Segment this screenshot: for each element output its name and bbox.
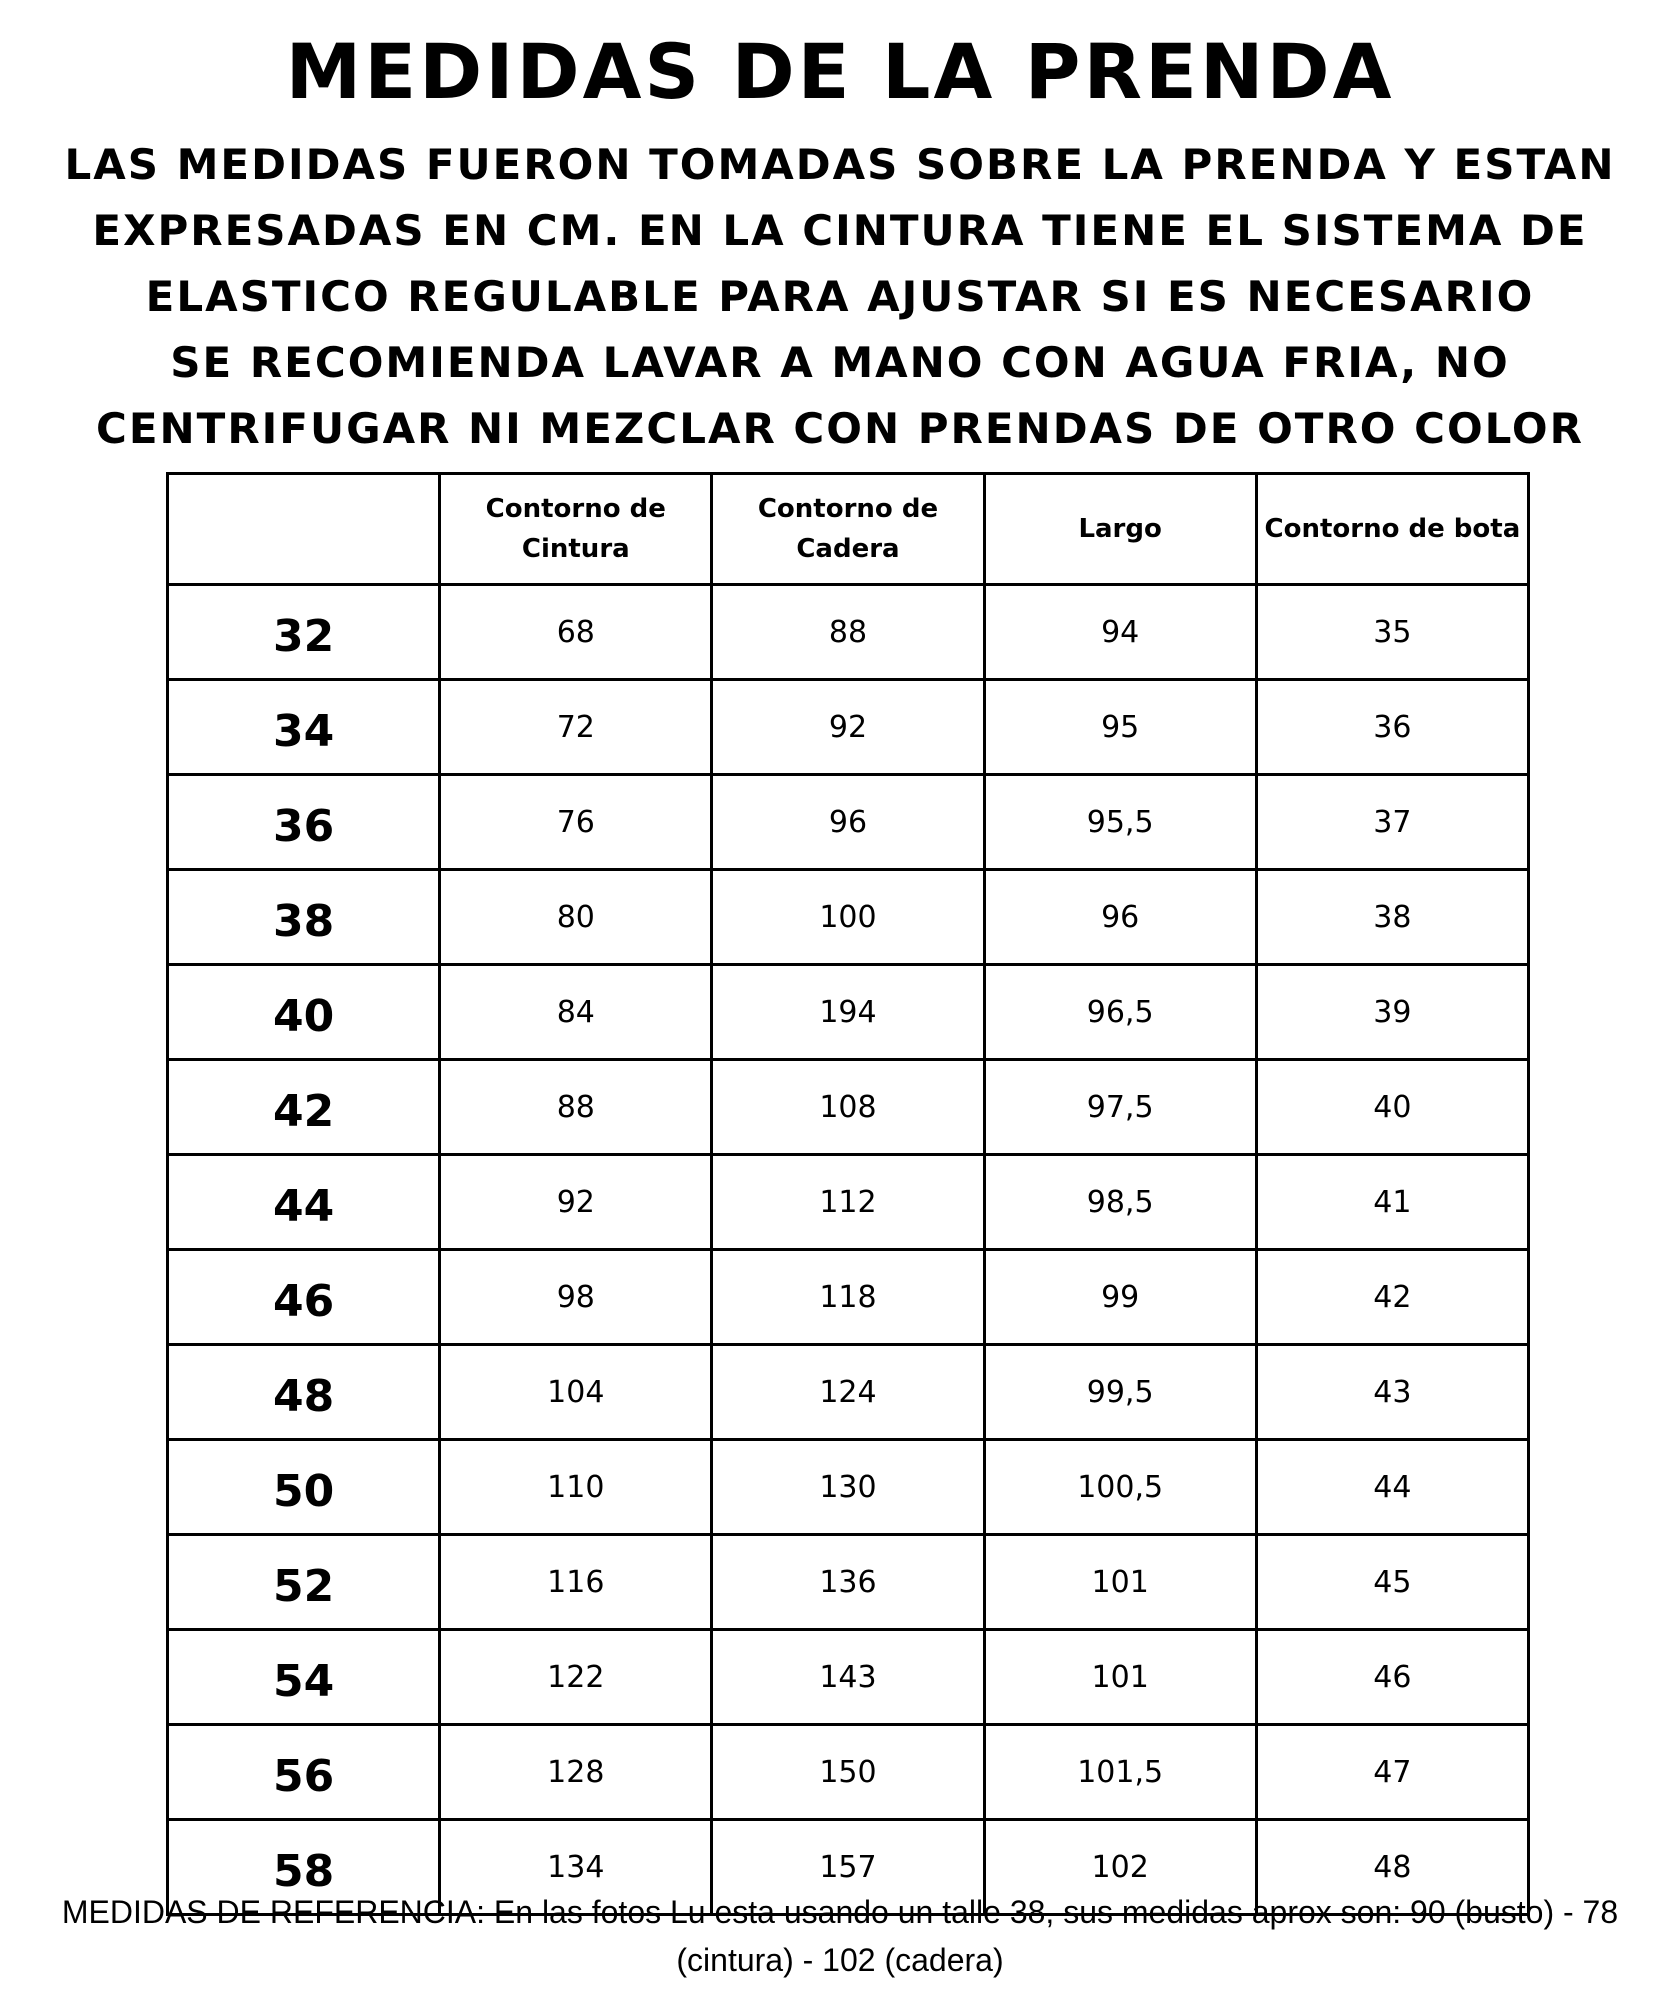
- waist-cell: 68: [440, 585, 712, 680]
- waist-cell: 84: [440, 965, 712, 1060]
- size-cell: 52: [168, 1535, 440, 1630]
- waist-cell: 98: [440, 1250, 712, 1345]
- waist-cell: 80: [440, 870, 712, 965]
- hem-cell: 41: [1256, 1155, 1528, 1250]
- length-cell: 101: [984, 1535, 1256, 1630]
- waist-cell: 134: [440, 1820, 712, 1915]
- table-row: [168, 680, 1529, 775]
- table-row: [168, 1250, 1529, 1345]
- table-body: [168, 585, 1529, 1915]
- care-instructions: [0, 132, 1680, 462]
- hip-cell: 157: [712, 1820, 984, 1915]
- waist-cell: 72: [440, 680, 712, 775]
- intro-line: ELASTICO REGULABLE PARA AJUSTAR SI ES NECESARIO: [145, 272, 1535, 321]
- intro-line: EXPRESADAS EN CM. EN LA CINTURA TIENE EL SISTEMA DE: [92, 206, 1588, 255]
- hem-cell: 48: [1256, 1820, 1528, 1915]
- length-cell: 99,5: [984, 1345, 1256, 1440]
- length-cell: 96,5: [984, 965, 1256, 1060]
- size-cell: 34: [168, 680, 440, 775]
- table-row: [168, 1630, 1529, 1725]
- hip-cell: 112: [712, 1155, 984, 1250]
- table-row: [168, 585, 1529, 680]
- hem-cell: 43: [1256, 1345, 1528, 1440]
- header-length: Largo: [984, 474, 1256, 585]
- table-row: [168, 1535, 1529, 1630]
- hip-cell: 100: [712, 870, 984, 965]
- hip-cell: 194: [712, 965, 984, 1060]
- length-cell: 99: [984, 1250, 1256, 1345]
- table-row: [168, 870, 1529, 965]
- hem-cell: 40: [1256, 1060, 1528, 1155]
- hip-cell: 143: [712, 1630, 984, 1725]
- size-cell: 44: [168, 1155, 440, 1250]
- size-cell: 36: [168, 775, 440, 870]
- table-row: [168, 1345, 1529, 1440]
- intro-line: CENTRIFUGAR NI MEZCLAR CON PRENDAS DE OTRO COLOR: [96, 404, 1584, 453]
- intro-line: LAS MEDIDAS FUERON TOMADAS SOBRE LA PRENDA Y ESTAN: [64, 140, 1616, 189]
- hem-cell: 45: [1256, 1535, 1528, 1630]
- size-cell: 32: [168, 585, 440, 680]
- table-row: [168, 1440, 1529, 1535]
- hem-cell: 35: [1256, 585, 1528, 680]
- length-cell: 95: [984, 680, 1256, 775]
- waist-cell: 110: [440, 1440, 712, 1535]
- length-cell: 95,5: [984, 775, 1256, 870]
- hip-cell: 108: [712, 1060, 984, 1155]
- hem-cell: 46: [1256, 1630, 1528, 1725]
- waist-cell: 104: [440, 1345, 712, 1440]
- waist-cell: 92: [440, 1155, 712, 1250]
- length-cell: 98,5: [984, 1155, 1256, 1250]
- hem-cell: 37: [1256, 775, 1528, 870]
- table-row: [168, 1060, 1529, 1155]
- length-cell: 94: [984, 585, 1256, 680]
- size-cell: 50: [168, 1440, 440, 1535]
- hem-cell: 44: [1256, 1440, 1528, 1535]
- hip-cell: 88: [712, 585, 984, 680]
- waist-cell: 88: [440, 1060, 712, 1155]
- length-cell: 102: [984, 1820, 1256, 1915]
- waist-cell: 116: [440, 1535, 712, 1630]
- hip-cell: 150: [712, 1725, 984, 1820]
- hip-cell: 92: [712, 680, 984, 775]
- hem-cell: 36: [1256, 680, 1528, 775]
- table-row: [168, 965, 1529, 1060]
- size-cell: 58: [168, 1820, 440, 1915]
- header-hem: Contorno de bota: [1256, 474, 1528, 585]
- size-cell: 46: [168, 1250, 440, 1345]
- intro-line: SE RECOMIENDA LAVAR A MANO CON AGUA FRIA, NO: [170, 338, 1510, 387]
- hip-cell: 118: [712, 1250, 984, 1345]
- size-cell: 38: [168, 870, 440, 965]
- waist-cell: 128: [440, 1725, 712, 1820]
- length-cell: 101: [984, 1630, 1256, 1725]
- length-cell: 97,5: [984, 1060, 1256, 1155]
- size-cell: 54: [168, 1630, 440, 1725]
- table-row: [168, 775, 1529, 870]
- hip-cell: 96: [712, 775, 984, 870]
- table-row: [168, 1725, 1529, 1820]
- hem-cell: 42: [1256, 1250, 1528, 1345]
- hip-cell: 124: [712, 1345, 984, 1440]
- length-cell: 101,5: [984, 1725, 1256, 1820]
- header-size: [168, 474, 440, 585]
- hip-cell: 130: [712, 1440, 984, 1535]
- size-cell: 48: [168, 1345, 440, 1440]
- table-row: [168, 1155, 1529, 1250]
- length-cell: 100,5: [984, 1440, 1256, 1535]
- hem-cell: 38: [1256, 870, 1528, 965]
- hem-cell: 47: [1256, 1725, 1528, 1820]
- hem-cell: 39: [1256, 965, 1528, 1060]
- size-cell: 42: [168, 1060, 440, 1155]
- header-waist: Contorno de Cintura: [440, 474, 712, 585]
- size-cell: 56: [168, 1725, 440, 1820]
- page-title: MEDIDAS DE LA PRENDA: [285, 27, 1395, 116]
- table-header-row: [168, 474, 1529, 585]
- hip-cell: 136: [712, 1535, 984, 1630]
- header-hip: Contorno de Cadera: [712, 474, 984, 585]
- size-cell: 40: [168, 965, 440, 1060]
- waist-cell: 76: [440, 775, 712, 870]
- length-cell: 96: [984, 870, 1256, 965]
- reference-note: MEDIDAS DE REFERENCIA: En las fotos Lu esta usando un talle 38, sus medidas aprox son: 90 (busto) - 78 (cintura) - 102 (cadera): [61, 1894, 1619, 1978]
- size-table: [166, 472, 1530, 1916]
- waist-cell: 122: [440, 1630, 712, 1725]
